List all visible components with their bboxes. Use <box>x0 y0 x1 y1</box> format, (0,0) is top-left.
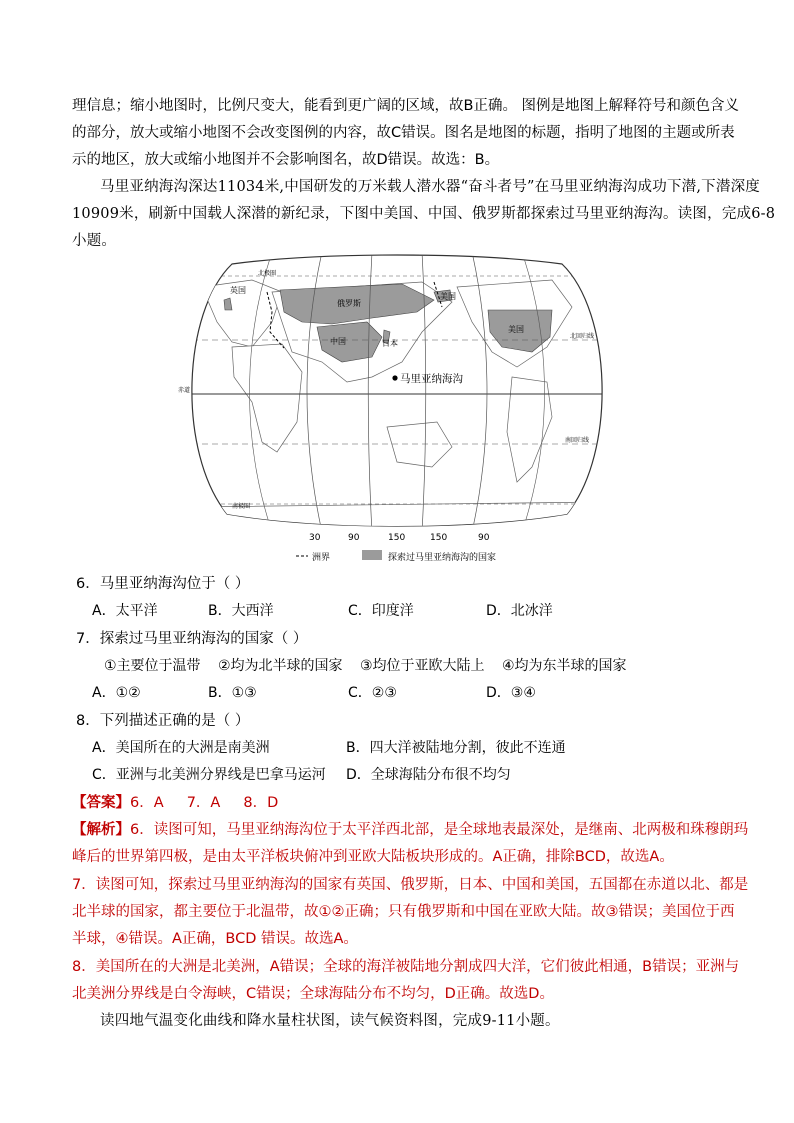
analysis-q6-part2: 峰后的世界第四极，是由太平洋板块俯冲到亚欧大陆板块形成的。A正确，排除BCD，故选A。 <box>72 849 674 865</box>
label-japan: 日本 <box>382 339 398 348</box>
q6-stem: 6．马里亚纳海沟位于（ ） <box>76 576 250 592</box>
intro-line-3: 示的地区，放大或缩小地图并不会影响图名，故D错误。故选：B。 <box>72 152 500 168</box>
lon-tick-2: 90 <box>348 533 360 543</box>
label-tropic-cancer: 北回归线 <box>570 333 595 340</box>
q6-option-b: B．大西洋 <box>208 603 274 619</box>
legend-explored-label: 探索过马里亚纳海沟的国家 <box>388 553 497 563</box>
label-china: 中国 <box>330 337 346 346</box>
answer-tag: 【答案】 <box>72 795 130 811</box>
analysis-line-1 <box>72 818 748 839</box>
q7-statement-2: ②均为北半球的国家 <box>218 658 343 674</box>
label-equator: 赤道 <box>178 387 191 394</box>
q6-option-d: D．北冰洋 <box>486 603 553 619</box>
passage-line-3: 小题。 <box>72 233 117 249</box>
q6-option-c: C．印度洋 <box>348 603 414 619</box>
q7-option-b: B．①③ <box>208 685 257 701</box>
analysis-q6-part1: 6．读图可知，马里亚纳海沟位于太平洋西北部，是全球地表最深处，是继南、北两极和珠穆朗玛 <box>130 822 749 838</box>
label-trench: 马里亚纳海沟 <box>400 373 463 385</box>
label-russia: 俄罗斯 <box>337 299 361 308</box>
analysis-q7-part3: 半球，④错误。A正确，BCD 错误。故选A。 <box>72 931 358 947</box>
label-usa-alaska: 美国 <box>440 292 456 301</box>
intro-line-1: 理信息；缩小地图时，比例尺变大，能看到更广阔的区域，故B正确。 图例是地图上解释符号和颜色含义 <box>72 98 740 114</box>
world-map-figure <box>172 252 622 570</box>
trench-marker <box>392 375 397 380</box>
q7-option-a: A．①② <box>92 685 141 701</box>
world-map-svg <box>172 252 622 570</box>
q8-option-d: D．全球海陆分布很不均匀 <box>346 767 511 783</box>
answer-text: 6．A 7．A 8．D <box>130 795 279 811</box>
label-arctic-circle: 北极圈 <box>258 270 277 277</box>
analysis-q8-part1: 8．美国所在的大洲是北美洲，A错误；全球的海洋被陆地分割成四大洋，它们彼此相通，B错误；亚洲与 <box>72 959 740 975</box>
analysis-q8-part2: 北美洲分界线是白令海峡，C错误；全球海陆分布不均匀，D正确。故选D。 <box>72 986 554 1002</box>
analysis-q7-part2: 北半球的国家，都主要位于北温带，故①②正确；只有俄罗斯和中国在亚欧大陆。故③错误；美国位于西 <box>72 904 735 920</box>
q8-option-c: C．亚洲与北美洲分界线是巴拿马运河 <box>92 767 326 783</box>
lon-tick-4: 150 <box>430 533 448 543</box>
intro-line-2: 的部分，放大或缩小地图不会改变图例的内容，故C错误。图名是地图的标题，指明了地图的主题或所表 <box>72 125 735 141</box>
analysis-q7-part1: 7．读图可知，探索过马里亚纳海沟的国家有英国、俄罗斯，日本、中国和美国，五国都在赤道以北、都是 <box>72 877 749 893</box>
q8-stem: 8．下列描述正确的是（ ） <box>76 713 250 729</box>
q7-stem: 7．探索过马里亚纳海沟的国家（ ） <box>76 631 308 647</box>
passage-line-1: 马里亚纳海沟深达11034米,中国研发的万米载人潜水器“奋斗者号”在马里亚纳海沟成功下潜,下潜深度 <box>100 179 760 195</box>
q6-option-a: A．太平洋 <box>92 603 158 619</box>
q7-statement-1: ①主要位于温带 <box>104 658 201 674</box>
analysis-tag: 【解析】 <box>72 822 130 838</box>
q7-statement-4: ④均为东半球的国家 <box>502 658 627 674</box>
lon-tick-1: 30 <box>309 533 321 543</box>
label-usa: 美国 <box>508 325 524 334</box>
lon-tick-5: 90 <box>478 533 490 543</box>
legend-boundary-label: 洲界 <box>312 553 331 563</box>
next-passage: 读四地气温变化曲线和降水量柱状图，读气候资料图，完成9-11小题。 <box>100 1013 560 1029</box>
label-uk: 英国 <box>230 286 246 295</box>
q7-option-d: D．③④ <box>486 685 536 701</box>
q8-option-b: B．四大洋被陆地分割，彼此不连通 <box>346 740 566 756</box>
label-tropic-capricorn: 南回归线 <box>565 437 590 444</box>
lon-tick-3: 150 <box>388 533 406 543</box>
answer-line <box>72 791 278 812</box>
legend-explored-swatch <box>362 550 382 560</box>
passage-line-2: 10909米，刷新中国载人深潜的新纪录，下图中美国、中国、俄罗斯都探索过马里亚纳海沟。读图，完成6-8 <box>72 206 776 222</box>
q7-statement-3: ③均位于亚欧大陆上 <box>360 658 485 674</box>
label-antarctic-circle: 南极圈 <box>232 503 251 510</box>
q7-option-c: C．②③ <box>348 685 397 701</box>
q8-option-a: A．美国所在的大洲是南美洲 <box>92 740 270 756</box>
